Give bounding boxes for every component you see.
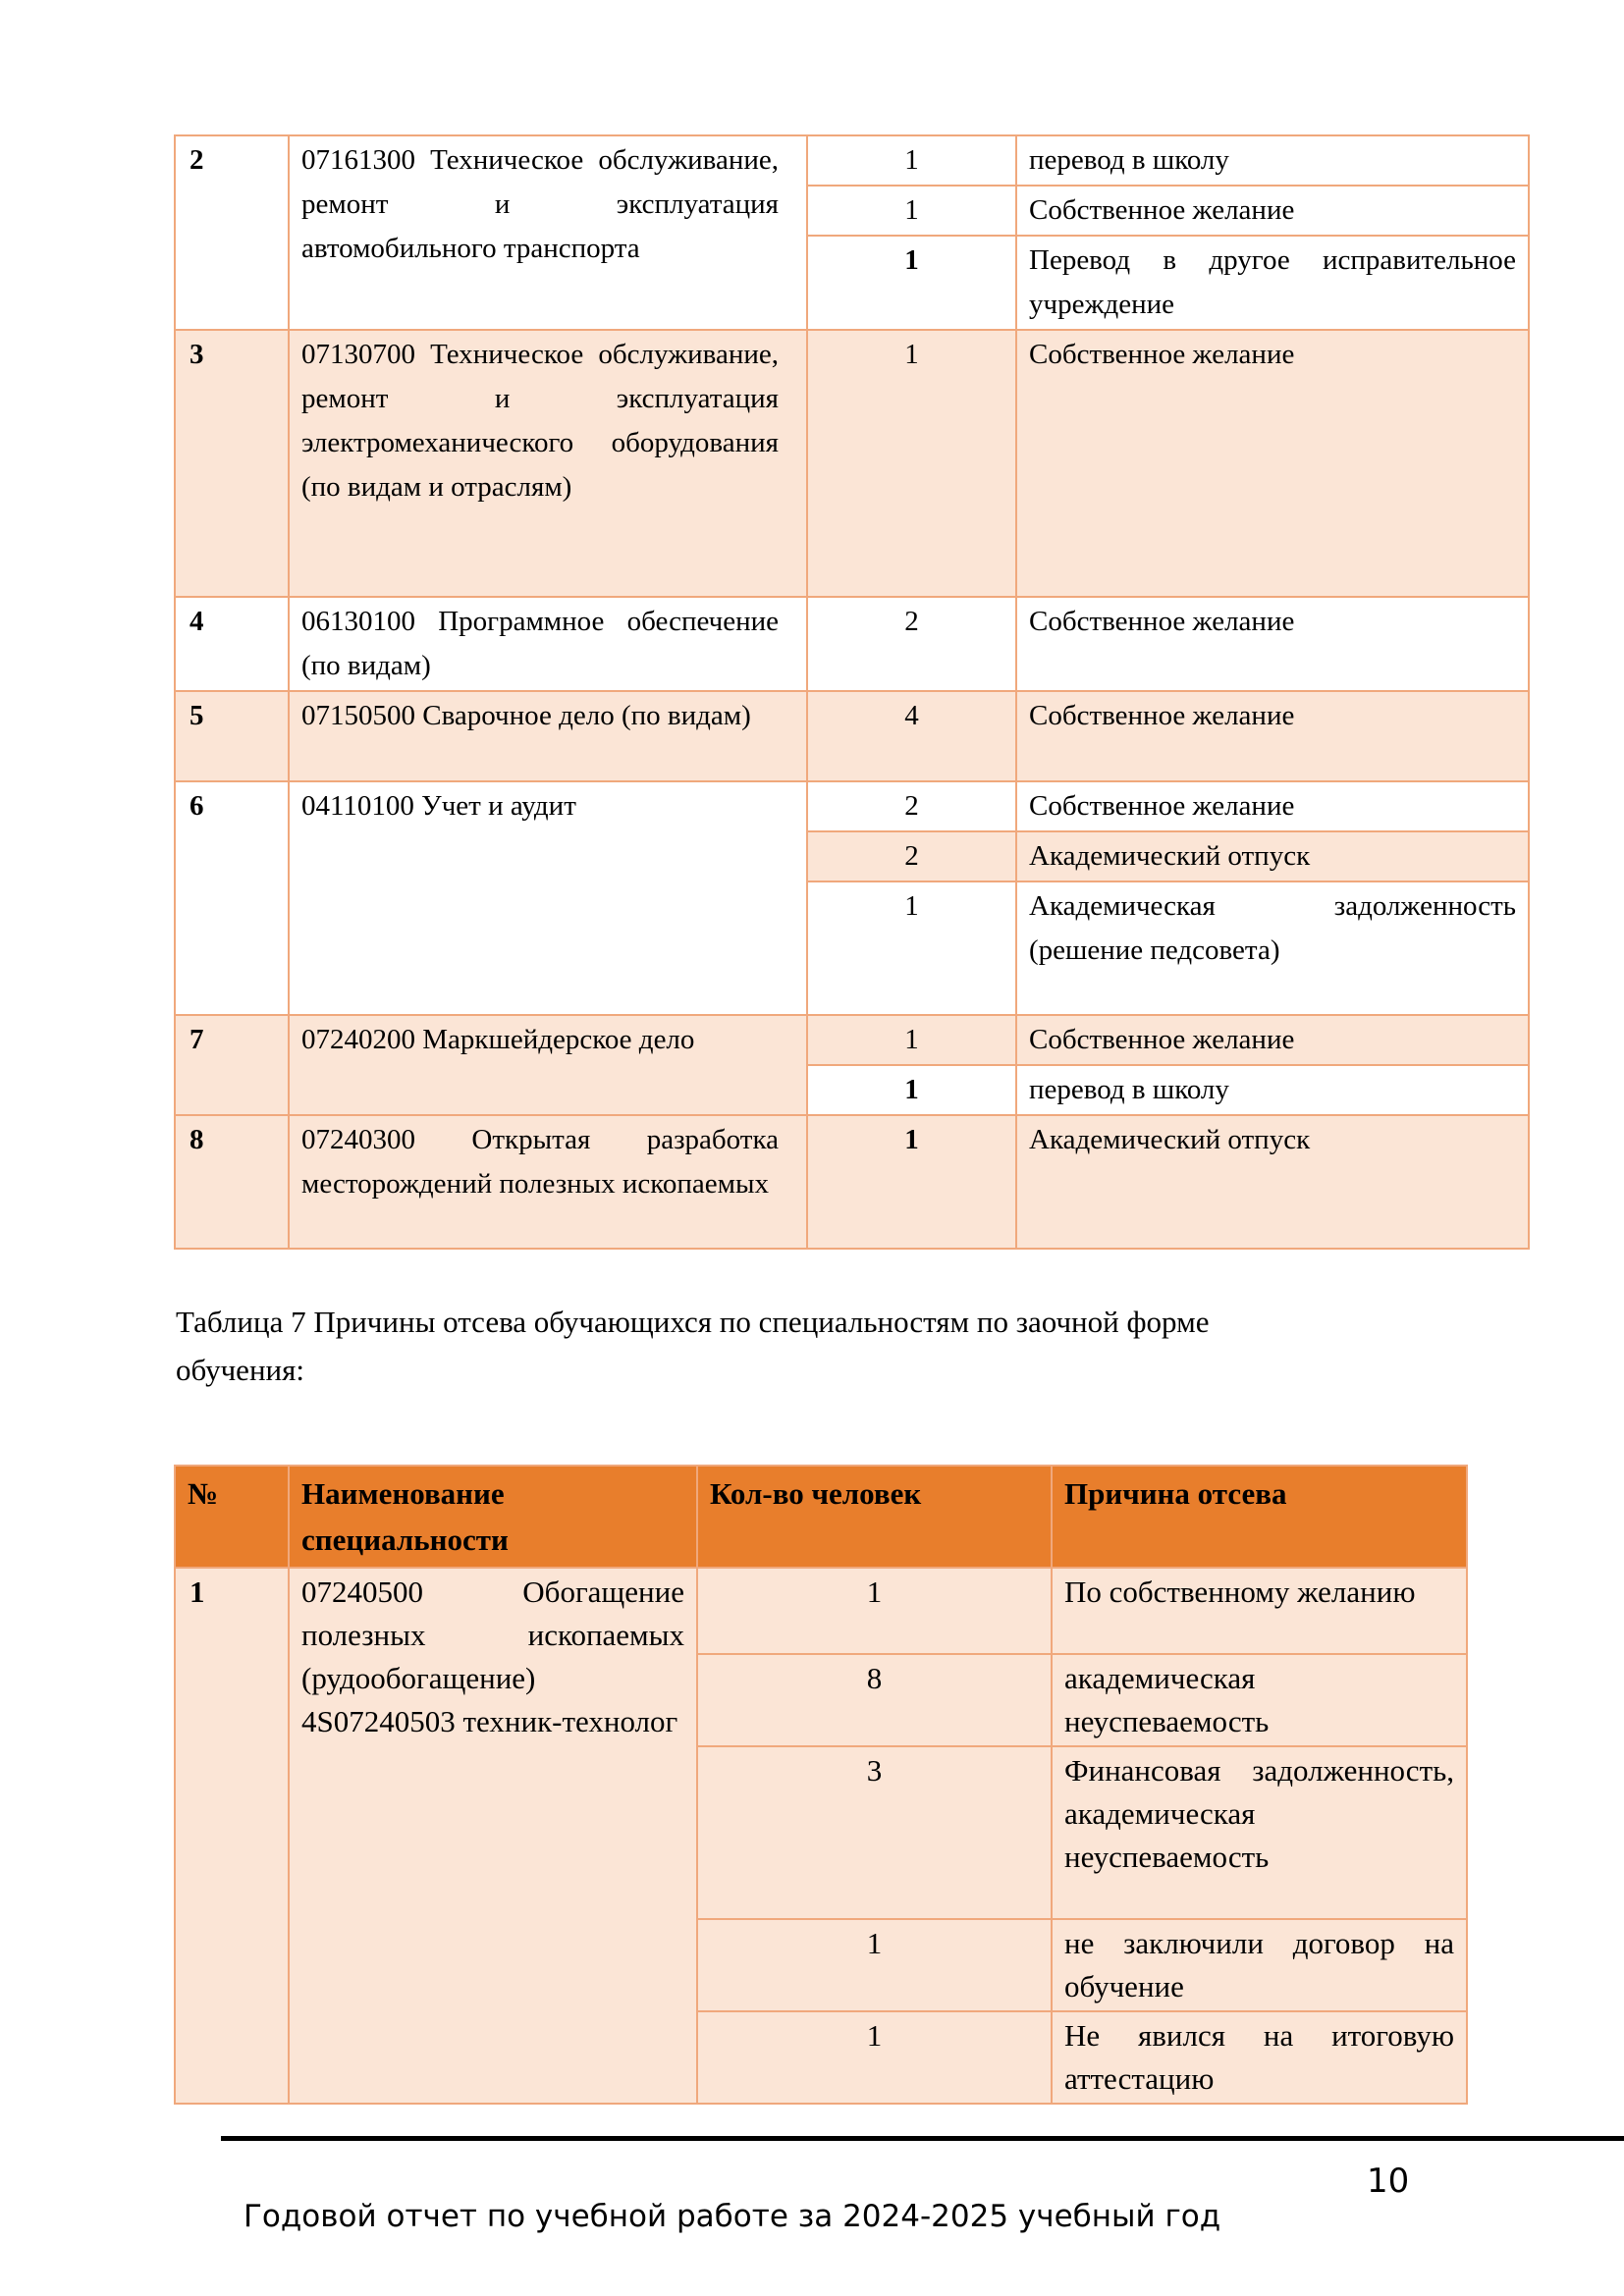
row-number-cell: 5 (175, 691, 289, 781)
specialty-cell: 07240300 Открытая разработка месторождений полезных ископаемых (289, 1115, 807, 1249)
reason-cell: перевод в школу (1016, 1065, 1529, 1115)
page-number: 10 (1367, 2162, 1410, 2201)
count-cell: 2 (807, 781, 1016, 831)
count-cell: 1 (807, 330, 1016, 597)
table7-caption-line1: Таблица 7 Причины отсева обучающихся по специальностям по заочной форме (176, 1305, 1210, 1339)
table-row (175, 597, 1529, 691)
header-cell-num: № (175, 1466, 289, 1568)
reason-cell: не заключили договор на обучение (1052, 1919, 1467, 2011)
reason-cell: Собственное желание (1016, 597, 1529, 691)
count-cell: 3 (697, 1746, 1052, 1919)
count-cell: 1 (807, 135, 1016, 186)
reason-cell: Финансовая задолженность, академическая неуспеваемость (1052, 1746, 1467, 1919)
reason-cell: академическая неуспеваемость (1052, 1654, 1467, 1746)
count-cell: 1 (807, 881, 1016, 1015)
count-cell: 1 (697, 1568, 1052, 1654)
footer-text: Годовой отчет по учебной работе за 2024-2025 учебный год (244, 2199, 1221, 2234)
row-number-cell: 1 (175, 1568, 289, 2104)
count-cell: 1 (807, 1065, 1016, 1115)
count-cell: 1 (807, 186, 1016, 236)
reason-cell: Академический отпуск (1016, 1115, 1529, 1249)
count-cell: 8 (697, 1654, 1052, 1746)
table-row (175, 1015, 1529, 1065)
reason-cell: перевод в школу (1016, 135, 1529, 186)
table-row (175, 330, 1529, 597)
table-row (175, 1115, 1529, 1249)
footer-divider (221, 2136, 1624, 2141)
row-number-cell: 6 (175, 781, 289, 1015)
reason-cell: Собственное желание (1016, 186, 1529, 236)
reason-cell: Собственное желание (1016, 1015, 1529, 1065)
table-row (175, 781, 1529, 831)
count-cell: 1 (807, 236, 1016, 330)
reason-cell: Собственное желание (1016, 330, 1529, 597)
count-cell: 1 (807, 1015, 1016, 1065)
header-cell-reason: Причина отсева (1052, 1466, 1467, 1568)
table-row (175, 135, 1529, 186)
reason-cell: Собственное желание (1016, 781, 1529, 831)
reason-cell: Не явился на итоговую аттестацию (1052, 2011, 1467, 2104)
table-row (175, 691, 1529, 781)
table7-caption-line2: обучения: (176, 1353, 304, 1387)
attrition-table-distance-learning (174, 1465, 1468, 2105)
reason-cell: По собственному желанию (1052, 1568, 1467, 1654)
reason-cell: Академическая задолженность (решение педсовета) (1016, 881, 1529, 1015)
attrition-table-continuation (174, 134, 1530, 1250)
row-number-cell: 8 (175, 1115, 289, 1249)
table-row (175, 1568, 1467, 1654)
reason-cell: Академический отпуск (1016, 831, 1529, 881)
count-cell: 1 (697, 2011, 1052, 2104)
specialty-cell: 07161300 Техническое обслуживание, ремонт и эксплуатация автомобильного транспорта (289, 135, 807, 330)
specialty-cell: 07150500 Сварочное дело (по видам) (289, 691, 807, 781)
table-header-row (175, 1466, 1467, 1568)
row-number-cell: 3 (175, 330, 289, 597)
row-number-cell: 4 (175, 597, 289, 691)
count-cell: 1 (807, 1115, 1016, 1249)
count-cell: 2 (807, 597, 1016, 691)
row-number-cell: 2 (175, 135, 289, 330)
count-cell: 4 (807, 691, 1016, 781)
specialty-cell: 04110100 Учет и аудит (289, 781, 807, 1015)
specialty-cell: 06130100 Программное обеспечение (по видам) (289, 597, 807, 691)
table7-caption (176, 1298, 1531, 1394)
specialty-cell: 07130700 Техническое обслуживание, ремонт и эксплуатация электромеханического оборудования (по видам и отраслям) (289, 330, 807, 597)
specialty-cell: 07240500 Обогащение полезных ископаемых (рудообогащение) 4S07240503 техник-технолог (289, 1568, 697, 2104)
count-cell: 1 (697, 1919, 1052, 2011)
reason-cell: Перевод в другое исправительное учреждение (1016, 236, 1529, 330)
reason-cell: Собственное желание (1016, 691, 1529, 781)
header-cell-count: Кол-во человек (697, 1466, 1052, 1568)
count-cell: 2 (807, 831, 1016, 881)
row-number-cell: 7 (175, 1015, 289, 1115)
header-cell-specialty: Наименование специальности (289, 1466, 697, 1568)
specialty-cell: 07240200 Маркшейдерское дело (289, 1015, 807, 1115)
